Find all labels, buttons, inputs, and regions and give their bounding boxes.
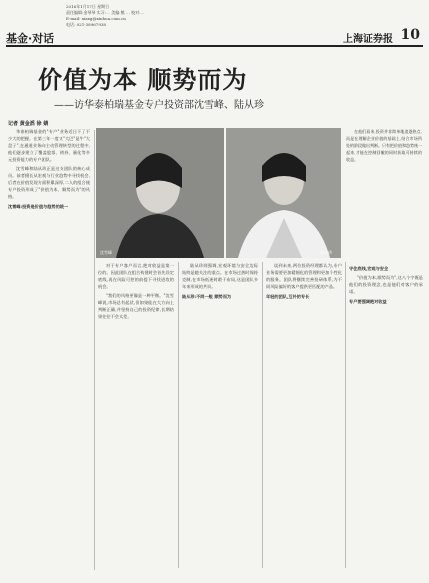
masthead-phone: 电话: 021-38967938 [66, 22, 106, 27]
paragraph: 陆从珍则强调,宏观环境与安全边际始终是她关注的重点。在市场过热时保持克制,在市场低迷时敢于布局,这是团队多年来形成的共识。 [182, 263, 258, 289]
article-column-3 [182, 262, 258, 568]
article-column-2 [98, 262, 174, 568]
article-column-1 [8, 128, 90, 568]
paragraph: 对于专户客户而言,绝对收益是第一位的。因此团队在组合构建时会首先设定底线,再在风险可控的前提下寻找进攻的机会。 [98, 263, 174, 289]
section-label: 基金·对话 [6, 32, 55, 45]
masthead-date: 2016年1月17日 星期日 [66, 4, 110, 9]
newspaper-brand: 上海证券报 [343, 34, 393, 45]
paragraph: 谈到未来,两位投资经理都认为,专户业务需要更加精细化的管理和更加个性化的服务。团队将继续完善投研体系,为不同风险偏好的客户提供更匹配的产品。 [266, 263, 342, 289]
subhead: 陆从珍:不同一般 顺势而为 [182, 294, 232, 299]
subhead: 专户要强调绝对收益 [349, 299, 387, 304]
subhead: 守住底线,宏观与安全 [349, 266, 389, 271]
byline: 记者 黄金滔 徐 婧 [8, 121, 49, 127]
paragraph: 沈雪峰和陆从珍正是这支团队的核心成员。前者擅长从宏观与行业趋势中寻找机会,后者在价值发现方面积累深厚,二人的组合使专户投资形成了"价值为本、顺势而为"的风格。 [8, 166, 90, 199]
page-number: 10 [400, 27, 420, 43]
portrait-photo-1 [96, 128, 224, 258]
header-rule [6, 45, 423, 47]
paragraph: "价值为本,顺势而为",这八个字既是他们的投资理念,也是他们对客户的承诺。 [349, 275, 423, 294]
article-column-5 [349, 262, 423, 568]
paragraph: 华泰柏瑞基金的"专户"业务近日下了不少大的把握。在第三年一度又"大巴"是牛"大盘子",在通道业务向主动管理转型的过程中,他们逐步建立了覆盖股票、债券、量化等多元投资能力的专户团队。 [8, 129, 90, 162]
column-divider [345, 262, 346, 568]
masthead-email: E-mail: xiaxg@xinhua.com.cn [66, 16, 126, 21]
subheadline: ——访华泰柏瑞基金专户投资部沈雪峰、陆从珍 [54, 100, 264, 111]
photo-caption-2: 陆从珍 [320, 250, 332, 255]
masthead-meta [66, 4, 144, 28]
column-divider [178, 262, 179, 568]
portrait-photo-2 [226, 128, 341, 258]
column-divider [262, 262, 263, 568]
subhead: 沈雪峰:投资是价值与趋势的统一 [8, 204, 69, 209]
subhead: 年轻的团队,互补的专长 [266, 294, 310, 299]
photo-caption-1: 沈雪峰 [100, 250, 112, 255]
paragraph: 在他们看来,投资并非简单地追逐热点,而是在理解企业价值的基础上,结合市场所处的阶段做出判断。只有把价值和趋势统一起来,才能在控制回撤的同时获取可持续的收益。 [346, 129, 422, 162]
article-column-4 [266, 262, 342, 568]
masthead-editor: 责任编辑:金琴琴 实习:… 美编:熊 … 校对:… [66, 10, 145, 15]
paragraph: "我们的风格更像是一种平衡。"沈雪峰说,市场总有起伏,但如果能在大方向上判断正确,并坚持自己的投资纪律,长期结果往往不会太差。 [98, 293, 174, 319]
column-divider [94, 130, 95, 570]
article-column-right-top [346, 128, 422, 263]
headline: 价值为本 顺势而为 [38, 66, 248, 94]
